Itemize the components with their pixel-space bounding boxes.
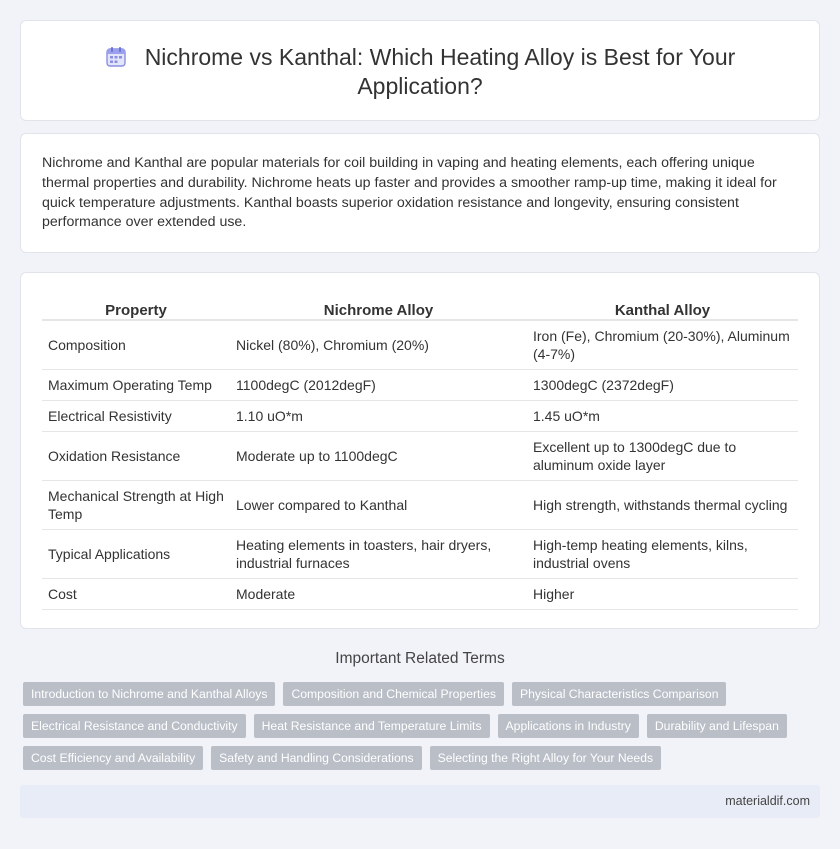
table-cell-property: Cost <box>42 578 230 609</box>
related-terms-list <box>23 682 823 770</box>
comparison-table <box>42 296 798 610</box>
table-row <box>42 400 798 431</box>
table-cell-nichrome: 1100degC (2012degF) <box>230 369 527 400</box>
table-header-row <box>42 296 798 320</box>
page-title: Nichrome vs Kanthal: Which Heating Alloy is Best for Your Application? <box>144 44 736 99</box>
table-cell-nichrome: 1.10 uO*m <box>230 400 527 431</box>
table-cell-kanthal: Iron (Fe), Chromium (20-30%), Aluminum (4-7%) <box>527 320 798 369</box>
table-cell-property: Typical Applications <box>42 529 230 578</box>
header-kanthal: Kanthal Alloy <box>527 296 798 320</box>
table-cell-property: Composition <box>42 320 230 369</box>
related-term-tag[interactable]: Heat Resistance and Temperature Limits <box>254 714 490 738</box>
table-row <box>42 369 798 400</box>
table-cell-kanthal: 1300degC (2372degF) <box>527 369 798 400</box>
table-cell-nichrome: Lower compared to Kanthal <box>230 480 527 529</box>
related-term-tag[interactable]: Applications in Industry <box>498 714 639 738</box>
footer <box>20 785 820 818</box>
header-nichrome: Nichrome Alloy <box>230 296 527 320</box>
footer-site-link[interactable]: materialdif.com <box>725 794 810 808</box>
table-cell-nichrome: Moderate up to 1100degC <box>230 431 527 480</box>
table-row <box>42 480 798 529</box>
page-title-wrap <box>21 43 819 101</box>
table-row <box>42 578 798 609</box>
table-cell-kanthal: Excellent up to 1300degC due to aluminum oxide layer <box>527 431 798 480</box>
table-cell-kanthal: High strength, withstands thermal cycling <box>527 480 798 529</box>
intro-card <box>20 133 820 253</box>
header-card <box>20 20 820 121</box>
table-cell-nichrome: Moderate <box>230 578 527 609</box>
table-cell-property: Electrical Resistivity <box>42 400 230 431</box>
table-row <box>42 320 798 369</box>
related-term-tag[interactable]: Physical Characteristics Comparison <box>512 682 726 706</box>
related-term-tag[interactable]: Selecting the Right Alloy for Your Needs <box>430 746 661 770</box>
table-row <box>42 431 798 480</box>
table-cell-property: Oxidation Resistance <box>42 431 230 480</box>
table-cell-property: Maximum Operating Temp <box>42 369 230 400</box>
related-term-tag[interactable]: Durability and Lifespan <box>647 714 787 738</box>
table-cell-kanthal: 1.45 uO*m <box>527 400 798 431</box>
related-terms-title: Important Related Terms <box>335 650 505 667</box>
related-term-tag[interactable]: Cost Efficiency and Availability <box>23 746 203 770</box>
table-row <box>42 529 798 578</box>
table-cell-nichrome: Nickel (80%), Chromium (20%) <box>230 320 527 369</box>
related-term-tag[interactable]: Safety and Handling Considerations <box>211 746 421 770</box>
related-term-tag[interactable]: Introduction to Nichrome and Kanthal Alloys <box>23 682 275 706</box>
header-property: Property <box>42 296 230 320</box>
related-term-tag[interactable]: Composition and Chemical Properties <box>283 682 504 706</box>
table-cell-property: Mechanical Strength at High Temp <box>42 480 230 529</box>
comparison-table-card <box>20 272 820 629</box>
intro-paragraph: Nichrome and Kanthal are popular materials for coil building in vaping and heating elements, each offering unique thermal properties and durability. Nichrome heats up faster and provides a smoother ramp-up time, making it ideal for quick temperature adjustments. Kanthal boasts superior oxidation resistance and longevity, ensuring consistent performance over extended use. <box>42 155 777 231</box>
table-cell-nichrome: Heating elements in toasters, hair dryers, industrial furnaces <box>230 529 527 578</box>
table-cell-kanthal: High-temp heating elements, kilns, industrial ovens <box>527 529 798 578</box>
table-cell-kanthal: Higher <box>527 578 798 609</box>
related-term-tag[interactable]: Electrical Resistance and Conductivity <box>23 714 246 738</box>
calendar-icon <box>105 46 127 68</box>
